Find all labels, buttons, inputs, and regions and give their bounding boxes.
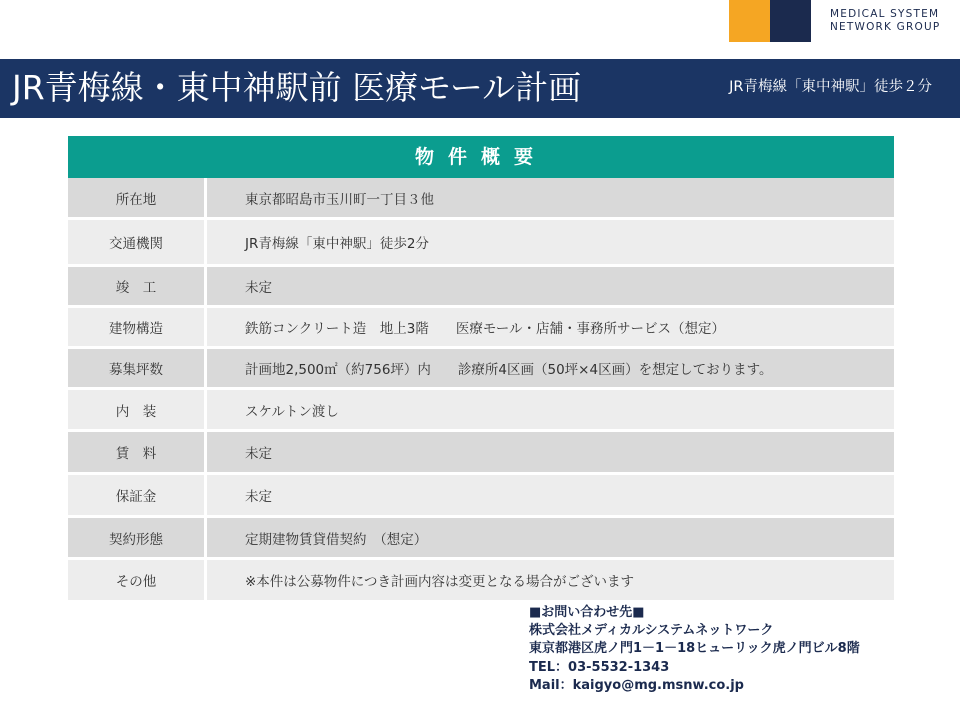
- row-label: 所在地: [68, 178, 207, 217]
- row-label: 賃 料: [68, 432, 207, 472]
- row-value: 未定: [207, 475, 894, 515]
- logo-line-2: NETWORK GROUP: [830, 21, 941, 33]
- table-row: [68, 560, 894, 600]
- row-label: 交通機関: [68, 220, 207, 264]
- row-label: 募集坪数: [68, 349, 207, 387]
- table-row: [68, 308, 894, 349]
- row-label: 建物構造: [68, 308, 207, 346]
- table-row: [68, 178, 894, 220]
- row-value: 計画地2,500㎡（約756坪）内 診療所4区画（50坪×4区画）を想定しております。: [207, 349, 894, 387]
- row-label: その他: [68, 560, 207, 600]
- contact-company: 株式会社メディカルシステムネットワーク: [529, 623, 774, 639]
- table-row: [68, 432, 894, 475]
- row-value: ※本件は公募物件につき計画内容は変更となる場合がございます: [207, 560, 894, 600]
- title-banner: [0, 59, 960, 118]
- table-header: 物件概要: [68, 136, 894, 178]
- row-value: スケルトン渡し: [207, 390, 894, 429]
- row-value: 未定: [207, 267, 894, 305]
- contact-tel: TEL：03-5532-1343: [529, 659, 670, 675]
- property-overview-table: [68, 136, 894, 600]
- logo-line-1: MEDICAL SYSTEM: [830, 8, 940, 20]
- page-title: JR青梅線・東中神駅前 医療モール計画: [12, 68, 582, 107]
- table-row: [68, 518, 894, 560]
- table-row: [68, 267, 894, 308]
- contact-heading: ■お問い合わせ先■: [529, 605, 645, 620]
- row-label: 竣 工: [68, 267, 207, 305]
- contact-mail: Mail：kaigyo@mg.msnw.co.jp: [529, 677, 744, 693]
- row-value: 鉄筋コンクリート造 地上3階 医療モール・店舗・事務所サービス（想定）: [207, 308, 894, 346]
- row-value: 東京都昭島市玉川町一丁目３他: [207, 178, 894, 217]
- row-label: 契約形態: [68, 518, 207, 557]
- row-label: 内 装: [68, 390, 207, 429]
- logo-mark-orange: [729, 0, 770, 42]
- table-row: [68, 475, 894, 518]
- table-row: [68, 220, 894, 267]
- company-logo-text: [830, 8, 940, 34]
- table-row: [68, 390, 894, 432]
- row-value: 定期建物賃貸借契約 （想定）: [207, 518, 894, 557]
- table-row: [68, 349, 894, 390]
- contact-address: 東京都港区虎ノ門1－1－18ヒューリック虎ノ門ビル8階: [529, 641, 860, 657]
- logo-mark-navy: [770, 0, 811, 42]
- page-subtitle: JR青梅線「東中神駅」徒歩２分: [729, 79, 932, 95]
- contact-info: [529, 604, 860, 695]
- row-value: 未定: [207, 432, 894, 472]
- row-value: JR青梅線「東中神駅」徒歩2分: [207, 220, 894, 264]
- row-label: 保証金: [68, 475, 207, 515]
